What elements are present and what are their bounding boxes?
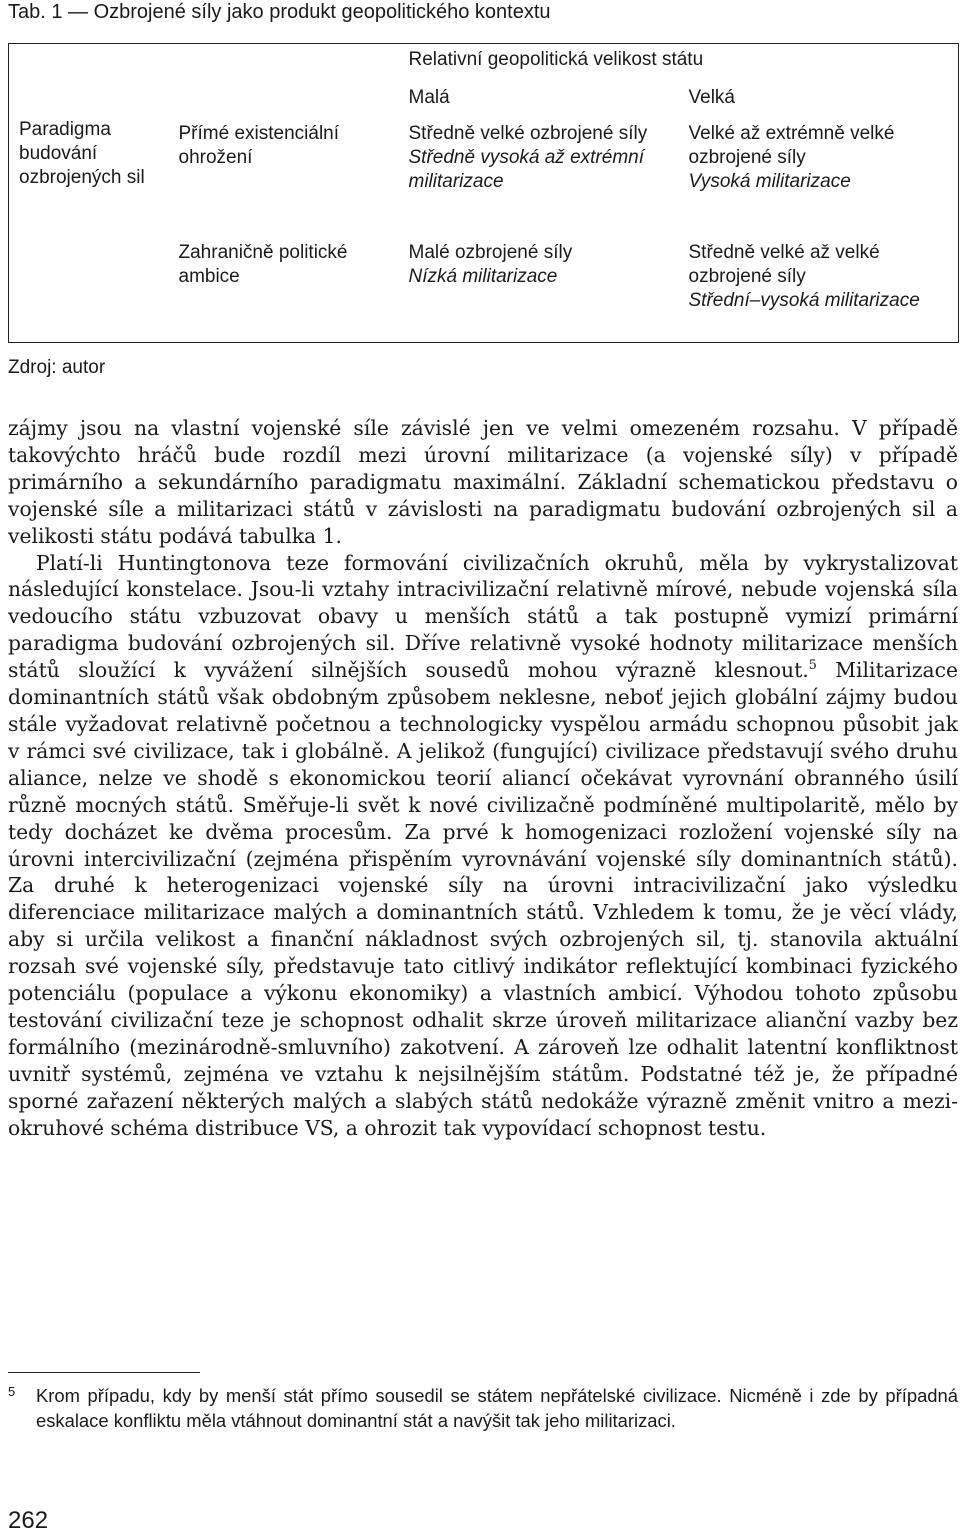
body-text	[8, 415, 958, 1141]
paragraph-text: Militarizace dominantních států však obdobným způsobem neklesne, neboť jejich globální zájmy budou stále vyžadovat relativně početnou a technologicky vyspělou armádu schopnou působit jak v rámci své civilizace, tak i globálně. A jelikož (fungující) civilizace představují svého druhu aliance, nelze ve shodě s ekonomickou teorií aliancí očekávat vyrovnání obranného úsilí různě mocných států. Směřuje-li svět k nové civilizačně podmíněné multipolaritě, mělo by tedy docházet ke dvěma procesům. Za prvé k homogenizaci rozložení vojenské síly na úrovni intercivilizační (zejména přispěním vyrovnávání vojenské síly dominantních států). Za druhé k heterogenizaci vojenské síly na úrovni intracivilizační jako výsledku diferenciace militarizace malých a dominantních států. Vzhledem k tomu, že je věcí vlády, aby si určila velikost a finanční nákladnost svých ozbrojených sil, tj. stanovila aktuální rozsah své vojenské síly, představuje tato citlivý indikátor reflektující kombinaci fyzického potenciálu (populace a výkonu ekonomiky) a vlastních ambicí. Výhodou tohoto způsobu testování civilizační teze je schopnost odhalit skrze úroveň militarizace alianční vazby bez formálního (mezinárodně-smluvního) zakotvení. A zároveň lze odhalit latentní konfliktnost uvnitř systémů, zejména ve vztahu k nejsilnějším státům. Podstatné též je, že případné sporné zařazení některých malých a slabých států nedokáže výrazně změnit vnitro a mezi-okruhové schéma distribuce VS, a ohrozit tak vypovídací schopnost testu.	[8, 658, 959, 1140]
table-header-row	[9, 44, 959, 83]
cell-militarization: Vysoká militarizace	[688, 171, 851, 192]
page-number: 262	[8, 1507, 49, 1534]
cell-large	[679, 118, 959, 237]
header-large: Velká	[679, 82, 959, 118]
header-small: Malá	[408, 87, 450, 108]
cell-small	[399, 237, 679, 343]
cell-small	[399, 118, 679, 237]
footnote	[8, 1383, 958, 1433]
header-group: Relativní geopolitická velikost státu	[399, 44, 959, 83]
footnote-number: 5	[8, 1384, 16, 1399]
geopolitical-table	[8, 43, 959, 343]
table-caption: Tab. 1 — Ozbrojené síly jako produkt geopolitického kontextu	[8, 1, 551, 23]
paragraph-text: Platí-li Huntingtonova teze formování civilizačních okruhů, měla by vykrystalizovat následující konstelace. Jsou-li vztahy intracivilizační relativně mírové, nebude vojenská síla vedoucího státu vzbuzovat obavy u menších států a tak postupně vymizí primární paradigma budování ozbrojených sil. Dříve relativně vysoké hodnoty militarizace menších států sloužící k vyvážení silnějších sousedů mohou výrazně klesnout.	[8, 550, 958, 683]
paragraph: zájmy jsou na vlastní vojenské síle závislé jen ve velmi omezeném rozsahu. V případě takovýchto hráčů bude rozdíl mezi úrovní militarizace (a vojenské síly) v případě primárního a sekundárního paradigmatu maximální. Základní schematickou představu o vojenské síle a militarizaci států v závislosti na paradigmatu budování ozbrojených sil a velikosti státu podává tabulka 1.	[8, 416, 958, 548]
footnote-text: Krom případu, kdy by menší stát přímo sousedil se státem nepřátelské civilizace. Nicméně i zde by případná eskalace konfliktu měla vtáhnout dominantní stát a navýšit tak jeho militarizaci.	[36, 1385, 958, 1431]
cell-forces: Velké až extrémně velké ozbrojené síly	[688, 123, 895, 168]
cell-militarization: Středně vysoká až extrémní militarizace	[408, 147, 644, 192]
cell-militarization: Nízká militarizace	[408, 265, 558, 287]
table-source: Zdroj: autor	[8, 357, 106, 378]
paradigm-label: Paradigma budování ozbrojených sil	[9, 44, 169, 343]
row-label: Přímé existenciální ohrožení	[178, 123, 340, 168]
footnote-reference[interactable]: 5	[808, 658, 817, 674]
cell-militarization: Střední–vysoká militarizace	[688, 289, 920, 311]
cell-forces: Malé ozbrojené síly	[408, 241, 573, 263]
paragraph	[8, 550, 958, 1142]
footnote-divider	[8, 1372, 200, 1373]
cell-large	[679, 237, 959, 343]
cell-forces: Středně velké ozbrojené síly	[408, 123, 648, 144]
cell-forces: Středně velké až velké ozbrojené síly	[688, 241, 880, 287]
row-label: Zahraničně politické ambice	[169, 237, 399, 343]
